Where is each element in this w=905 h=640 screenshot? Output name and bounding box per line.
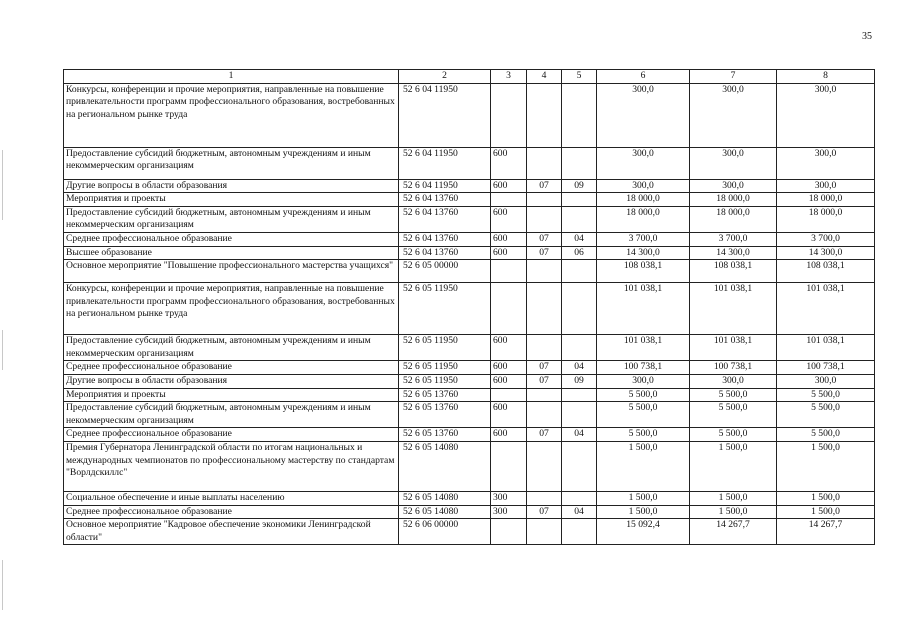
row-value-6-cell: 300,0 (597, 374, 690, 388)
row-vr-cell: 600 (491, 246, 527, 260)
row-value-8-cell: 5 500,0 (777, 388, 875, 402)
row-name-cell: Предоставление субсидий бюджетным, автономным учреждениям и иным некоммерческим организациям (64, 206, 399, 232)
row-rz-cell: 07 (527, 505, 562, 519)
row-name-cell: Высшее образование (64, 246, 399, 260)
row-value-8-cell: 18 000,0 (777, 206, 875, 232)
row-value-8-cell: 300,0 (777, 147, 875, 179)
row-name-cell: Среднее профессиональное образование (64, 232, 399, 246)
row-value-7-cell: 1 500,0 (690, 505, 777, 519)
table-row (64, 441, 875, 491)
row-code-cell: 52 6 05 14080 (399, 441, 491, 491)
row-rz-cell (527, 260, 562, 283)
row-value-7-cell: 18 000,0 (690, 206, 777, 232)
row-vr-cell (491, 441, 527, 491)
row-vr-cell (491, 193, 527, 207)
row-value-7-cell: 300,0 (690, 147, 777, 179)
row-name-cell: Конкурсы, конференции и прочие мероприятия, направленные на повышение привлекательности программ профессионального образования, востребованных на региональном рынке труда (64, 283, 399, 335)
row-pr-cell (562, 283, 597, 335)
row-value-8-cell: 1 500,0 (777, 491, 875, 505)
row-pr-cell (562, 83, 597, 147)
row-pr-cell (562, 147, 597, 179)
row-value-7-cell: 5 500,0 (690, 402, 777, 428)
row-rz-cell (527, 441, 562, 491)
scan-edge-mark (2, 560, 3, 610)
row-value-6-cell: 1 500,0 (597, 491, 690, 505)
row-code-cell: 52 6 05 13760 (399, 402, 491, 428)
row-rz-cell: 07 (527, 232, 562, 246)
row-rz-cell: 07 (527, 374, 562, 388)
row-name-cell: Премия Губернатора Ленинградской области по итогам национальных и международных чемпионатов по профессиональному мастерству по стандартам "Ворлдскиллс" (64, 441, 399, 491)
table-row (64, 519, 875, 545)
row-name-cell: Мероприятия и проекты (64, 388, 399, 402)
row-rz-cell (527, 193, 562, 207)
table-row (64, 260, 875, 283)
row-name-cell: Мероприятия и проекты (64, 193, 399, 207)
table-row (64, 179, 875, 193)
row-value-7-cell: 108 038,1 (690, 260, 777, 283)
row-value-7-cell: 18 000,0 (690, 193, 777, 207)
row-vr-cell: 600 (491, 147, 527, 179)
row-code-cell: 52 6 04 13760 (399, 193, 491, 207)
row-vr-cell (491, 283, 527, 335)
row-value-7-cell: 3 700,0 (690, 232, 777, 246)
row-value-6-cell: 18 000,0 (597, 206, 690, 232)
row-value-6-cell: 5 500,0 (597, 388, 690, 402)
row-value-8-cell: 14 267,7 (777, 519, 875, 545)
table-row (64, 335, 875, 361)
table-row (64, 206, 875, 232)
row-value-7-cell: 300,0 (690, 83, 777, 147)
table-row (64, 232, 875, 246)
row-value-8-cell: 300,0 (777, 179, 875, 193)
row-code-cell: 52 6 04 11950 (399, 179, 491, 193)
header-row (64, 70, 875, 84)
row-vr-cell: 600 (491, 428, 527, 442)
table-row (64, 402, 875, 428)
row-value-8-cell: 300,0 (777, 374, 875, 388)
row-pr-cell (562, 260, 597, 283)
row-rz-cell (527, 83, 562, 147)
row-pr-cell: 04 (562, 232, 597, 246)
row-pr-cell: 04 (562, 505, 597, 519)
row-pr-cell (562, 335, 597, 361)
scan-edge-mark (2, 330, 3, 370)
row-vr-cell: 600 (491, 361, 527, 375)
header-cell-6: 6 (597, 70, 690, 84)
row-pr-cell: 04 (562, 361, 597, 375)
row-value-6-cell: 1 500,0 (597, 441, 690, 491)
row-value-6-cell: 14 300,0 (597, 246, 690, 260)
row-name-cell: Среднее профессиональное образование (64, 428, 399, 442)
table-row (64, 388, 875, 402)
row-code-cell: 52 6 05 11950 (399, 374, 491, 388)
table-row (64, 428, 875, 442)
row-value-7-cell: 5 500,0 (690, 388, 777, 402)
row-value-7-cell: 1 500,0 (690, 491, 777, 505)
row-rz-cell (527, 491, 562, 505)
row-name-cell: Предоставление субсидий бюджетным, автономным учреждениям и иным некоммерческим организациям (64, 335, 399, 361)
row-vr-cell (491, 83, 527, 147)
row-name-cell: Конкурсы, конференции и прочие мероприятия, направленные на повышение привлекательности программ профессионального образования, востребованных на региональном рынке труда (64, 83, 399, 147)
row-value-7-cell: 101 038,1 (690, 335, 777, 361)
row-code-cell: 52 6 05 14080 (399, 505, 491, 519)
row-vr-cell (491, 519, 527, 545)
row-pr-cell (562, 491, 597, 505)
row-vr-cell: 600 (491, 206, 527, 232)
row-vr-cell: 600 (491, 179, 527, 193)
row-name-cell: Другие вопросы в области образования (64, 374, 399, 388)
row-value-8-cell: 108 038,1 (777, 260, 875, 283)
row-name-cell: Предоставление субсидий бюджетным, автономным учреждениям и иным некоммерческим организациям (64, 402, 399, 428)
row-vr-cell: 600 (491, 374, 527, 388)
row-code-cell: 52 6 04 13760 (399, 232, 491, 246)
row-code-cell: 52 6 05 00000 (399, 260, 491, 283)
row-value-6-cell: 5 500,0 (597, 402, 690, 428)
row-value-6-cell: 300,0 (597, 147, 690, 179)
row-value-8-cell: 101 038,1 (777, 335, 875, 361)
row-rz-cell (527, 402, 562, 428)
row-value-7-cell: 1 500,0 (690, 441, 777, 491)
header-cell-4: 4 (527, 70, 562, 84)
row-vr-cell: 300 (491, 491, 527, 505)
header-cell-3: 3 (491, 70, 527, 84)
row-rz-cell (527, 335, 562, 361)
row-value-7-cell: 5 500,0 (690, 428, 777, 442)
table-row (64, 361, 875, 375)
row-vr-cell (491, 260, 527, 283)
row-rz-cell: 07 (527, 361, 562, 375)
row-pr-cell: 09 (562, 179, 597, 193)
row-value-8-cell: 18 000,0 (777, 193, 875, 207)
row-rz-cell (527, 206, 562, 232)
header-cell-5: 5 (562, 70, 597, 84)
table-row (64, 193, 875, 207)
budget-table (63, 69, 875, 545)
row-vr-cell: 600 (491, 335, 527, 361)
row-value-7-cell: 101 038,1 (690, 283, 777, 335)
header-cell-8: 8 (777, 70, 875, 84)
row-code-cell: 52 6 06 00000 (399, 519, 491, 545)
row-code-cell: 52 6 04 13760 (399, 246, 491, 260)
row-rz-cell (527, 283, 562, 335)
row-code-cell: 52 6 05 13760 (399, 428, 491, 442)
row-value-7-cell: 300,0 (690, 374, 777, 388)
row-value-6-cell: 300,0 (597, 179, 690, 193)
row-code-cell: 52 6 05 11950 (399, 283, 491, 335)
row-value-7-cell: 300,0 (690, 179, 777, 193)
table-row (64, 283, 875, 335)
row-value-6-cell: 1 500,0 (597, 505, 690, 519)
table-row (64, 374, 875, 388)
row-rz-cell (527, 388, 562, 402)
table-row (64, 83, 875, 147)
header-cell-2: 2 (399, 70, 491, 84)
row-value-7-cell: 14 300,0 (690, 246, 777, 260)
row-value-8-cell: 5 500,0 (777, 402, 875, 428)
row-name-cell: Основное мероприятие "Кадровое обеспечение экономики Ленинградской области" (64, 519, 399, 545)
row-rz-cell (527, 519, 562, 545)
row-vr-cell (491, 388, 527, 402)
row-value-7-cell: 100 738,1 (690, 361, 777, 375)
row-pr-cell (562, 402, 597, 428)
row-name-cell: Основное мероприятие "Повышение профессионального мастерства учащихся" (64, 260, 399, 283)
row-pr-cell: 09 (562, 374, 597, 388)
row-value-6-cell: 100 738,1 (597, 361, 690, 375)
table-row (64, 505, 875, 519)
row-code-cell: 52 6 05 13760 (399, 388, 491, 402)
row-code-cell: 52 6 05 11950 (399, 335, 491, 361)
table-row (64, 491, 875, 505)
row-rz-cell (527, 147, 562, 179)
row-vr-cell: 600 (491, 402, 527, 428)
row-value-6-cell: 101 038,1 (597, 335, 690, 361)
row-code-cell: 52 6 04 11950 (399, 83, 491, 147)
row-rz-cell: 07 (527, 246, 562, 260)
row-value-6-cell: 300,0 (597, 83, 690, 147)
row-value-6-cell: 15 092,4 (597, 519, 690, 545)
row-pr-cell (562, 388, 597, 402)
row-name-cell: Другие вопросы в области образования (64, 179, 399, 193)
row-vr-cell: 600 (491, 232, 527, 246)
scan-edge-mark (2, 150, 3, 220)
row-value-6-cell: 3 700,0 (597, 232, 690, 246)
row-pr-cell: 04 (562, 428, 597, 442)
row-value-8-cell: 14 300,0 (777, 246, 875, 260)
row-value-8-cell: 1 500,0 (777, 441, 875, 491)
row-name-cell: Социальное обеспечение и иные выплаты населению (64, 491, 399, 505)
row-value-8-cell: 101 038,1 (777, 283, 875, 335)
row-name-cell: Среднее профессиональное образование (64, 505, 399, 519)
row-value-6-cell: 18 000,0 (597, 193, 690, 207)
row-value-6-cell: 101 038,1 (597, 283, 690, 335)
row-value-7-cell: 14 267,7 (690, 519, 777, 545)
page-number: 35 (862, 31, 872, 42)
row-rz-cell: 07 (527, 179, 562, 193)
row-value-6-cell: 108 038,1 (597, 260, 690, 283)
row-pr-cell (562, 193, 597, 207)
row-value-6-cell: 5 500,0 (597, 428, 690, 442)
row-code-cell: 52 6 04 11950 (399, 147, 491, 179)
table-row (64, 246, 875, 260)
row-pr-cell (562, 441, 597, 491)
row-code-cell: 52 6 05 14080 (399, 491, 491, 505)
row-pr-cell (562, 519, 597, 545)
row-value-8-cell: 5 500,0 (777, 428, 875, 442)
row-pr-cell (562, 206, 597, 232)
table-row (64, 147, 875, 179)
row-pr-cell: 06 (562, 246, 597, 260)
row-value-8-cell: 100 738,1 (777, 361, 875, 375)
row-value-8-cell: 1 500,0 (777, 505, 875, 519)
row-code-cell: 52 6 04 13760 (399, 206, 491, 232)
row-value-8-cell: 300,0 (777, 83, 875, 147)
row-code-cell: 52 6 05 11950 (399, 361, 491, 375)
header-cell-1: 1 (64, 70, 399, 84)
row-name-cell: Среднее профессиональное образование (64, 361, 399, 375)
row-name-cell: Предоставление субсидий бюджетным, автономным учреждениям и иным некоммерческим организациям (64, 147, 399, 179)
row-value-8-cell: 3 700,0 (777, 232, 875, 246)
header-cell-7: 7 (690, 70, 777, 84)
row-vr-cell: 300 (491, 505, 527, 519)
row-rz-cell: 07 (527, 428, 562, 442)
